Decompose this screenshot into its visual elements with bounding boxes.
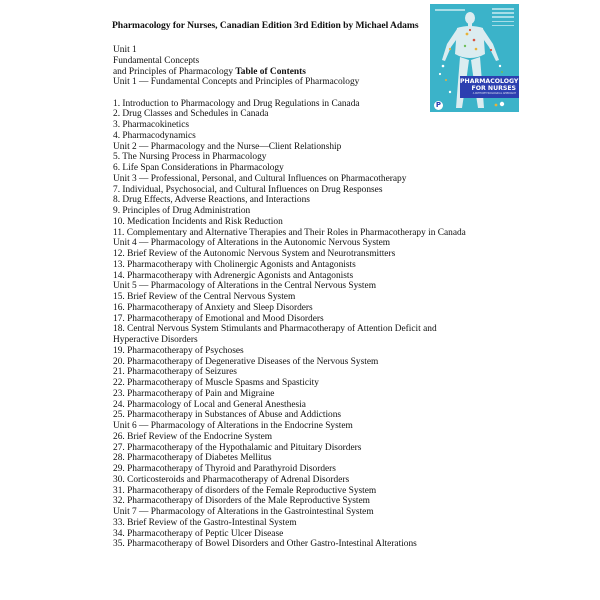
- toc-entry: 12. Brief Review of the Autonomic Nervous System and Neurotransmitters: [113, 249, 396, 259]
- document-title: Pharmacology for Nurses, Canadian Edition 3rd Edition by Michael Adams: [112, 20, 419, 31]
- unit-heading: Unit 3 — Professional, Personal, and Cultural Influences on Pharmacotherapy: [113, 173, 407, 184]
- toc-entry: 10. Medication Incidents and Risk Reduction: [113, 216, 283, 227]
- publisher-logo-icon: P: [435, 101, 442, 109]
- toc-entry: 11. Complementary and Alternative Therapies and Their Roles in Pharmacotherapy in Canada: [113, 227, 466, 238]
- toc-entry: 5. The Nursing Process in Pharmacology: [113, 152, 267, 163]
- toc-entry: 15. Brief Review of the Central Nervous System: [113, 292, 296, 302]
- intro-line: Fundamental Concepts: [113, 55, 200, 66]
- toc-entry: 30. Corticosteroids and Pharmacotherapy of Adrenal Disorders: [113, 474, 350, 485]
- intro-line: Unit 1: [113, 45, 137, 55]
- cover-title-line-2: FOR NURSES: [471, 85, 516, 92]
- toc-entry: 28. Pharmacotherapy of Diabetes Mellitus: [113, 453, 272, 464]
- unit-heading: Unit 7 — Pharmacology of Alterations in the Gastrointestinal System: [113, 507, 374, 517]
- intro-line-with-heading: [113, 67, 473, 78]
- unit-heading: Unit 5 — Pharmacology of Alterations in the Central Nervous System: [113, 281, 376, 292]
- toc-entry: 33. Brief Review of the Gastro-Intestinal System: [113, 517, 297, 528]
- toc-entry: 23. Pharmacotherapy of Pain and Migraine: [113, 388, 275, 399]
- toc-entry: 9. Principles of Drug Administration: [113, 206, 251, 216]
- spacer: [113, 88, 473, 99]
- toc-entry: 29. Pharmacotherapy of Thyroid and Parathyroid Disorders: [113, 464, 336, 474]
- toc-entry: 24. Pharmacology of Local and General Anesthesia: [113, 399, 306, 410]
- toc-entry: 27. Pharmacotherapy of the Hypothalamic and Pituitary Disorders: [113, 442, 362, 453]
- toc-entry: 3. Pharmacokinetics: [113, 120, 190, 130]
- toc-entry: 35. Pharmacotherapy of Bowel Disorders and Other Gastro-Intestinal Alterations: [113, 539, 417, 550]
- cover-title-line-1: PHARMACOLOGY: [460, 78, 519, 85]
- toc-entry: 8. Drug Effects, Adverse Reactions, and Interactions: [113, 195, 310, 206]
- toc-entry: 26. Brief Review of the Endocrine System: [113, 431, 273, 442]
- toc-entry: 16. Pharmacotherapy of Anxiety and Sleep Disorders: [113, 302, 313, 313]
- toc-entry: 20. Pharmacotherapy of Degenerative Diseases of the Nervous System: [113, 356, 379, 367]
- toc-entry: 31. Pharmacotherapy of disorders of the Female Reproductive System: [113, 485, 377, 496]
- unit-heading: Unit 2 — Pharmacology and the Nurse—Client Relationship: [113, 141, 342, 152]
- document-body: [113, 45, 473, 550]
- intro-text: and Principles of Pharmacology: [113, 66, 236, 77]
- toc-entry: 18. Central Nervous System Stimulants and Pharmacotherapy of Attention Deficit and Hyperactive Disorders: [113, 324, 437, 345]
- toc-entry: 19. Pharmacotherapy of Psychoses: [113, 345, 244, 356]
- toc-entry: 13. Pharmacotherapy with Cholinergic Agonists and Antagonists: [113, 259, 356, 270]
- unit-heading: Unit 6 — Pharmacology of Alterations in the Endocrine System: [113, 421, 353, 431]
- toc-entry: 4. Pharmacodynamics: [113, 130, 196, 141]
- toc-entry: 22. Pharmacotherapy of Muscle Spasms and Spasticity: [113, 378, 319, 388]
- toc-entry: 34. Pharmacotherapy of Peptic Ulcer Disease: [113, 528, 284, 539]
- unit-heading: Unit 4 — Pharmacology of Alterations in the Autonomic Nervous System: [113, 238, 391, 249]
- toc-entry: 25. Pharmacotherapy in Substances of Abuse and Addictions: [113, 410, 342, 421]
- toc-entry: 2. Drug Classes and Schedules in Canada: [113, 109, 269, 120]
- unit-heading: Unit 1 — Fundamental Concepts and Principles of Pharmacology: [113, 77, 360, 88]
- toc-entry: 7. Individual, Psychosocial, and Cultural Influences on Drug Responses: [113, 184, 383, 195]
- toc-entry: 32. Pharmacotherapy of Disorders of the Male Reproductive System: [113, 496, 370, 507]
- toc-entry: 17. Pharmacotherapy of Emotional and Mood Disorders: [113, 313, 324, 324]
- toc-entry: 6. Life Span Considerations in Pharmacology: [113, 163, 284, 173]
- toc-entry: 14. Pharmacotherapy with Adrenergic Agonists and Antagonists: [113, 270, 354, 281]
- toc-entry: 1. Introduction to Pharmacology and Drug Regulations in Canada: [113, 98, 360, 109]
- cover-subtitle: A PATHOPHYSIOLOGICAL APPROACH: [472, 92, 516, 95]
- toc-heading: Table of Contents: [235, 66, 306, 77]
- toc-entry: 21. Pharmacotherapy of Seizures: [113, 367, 237, 378]
